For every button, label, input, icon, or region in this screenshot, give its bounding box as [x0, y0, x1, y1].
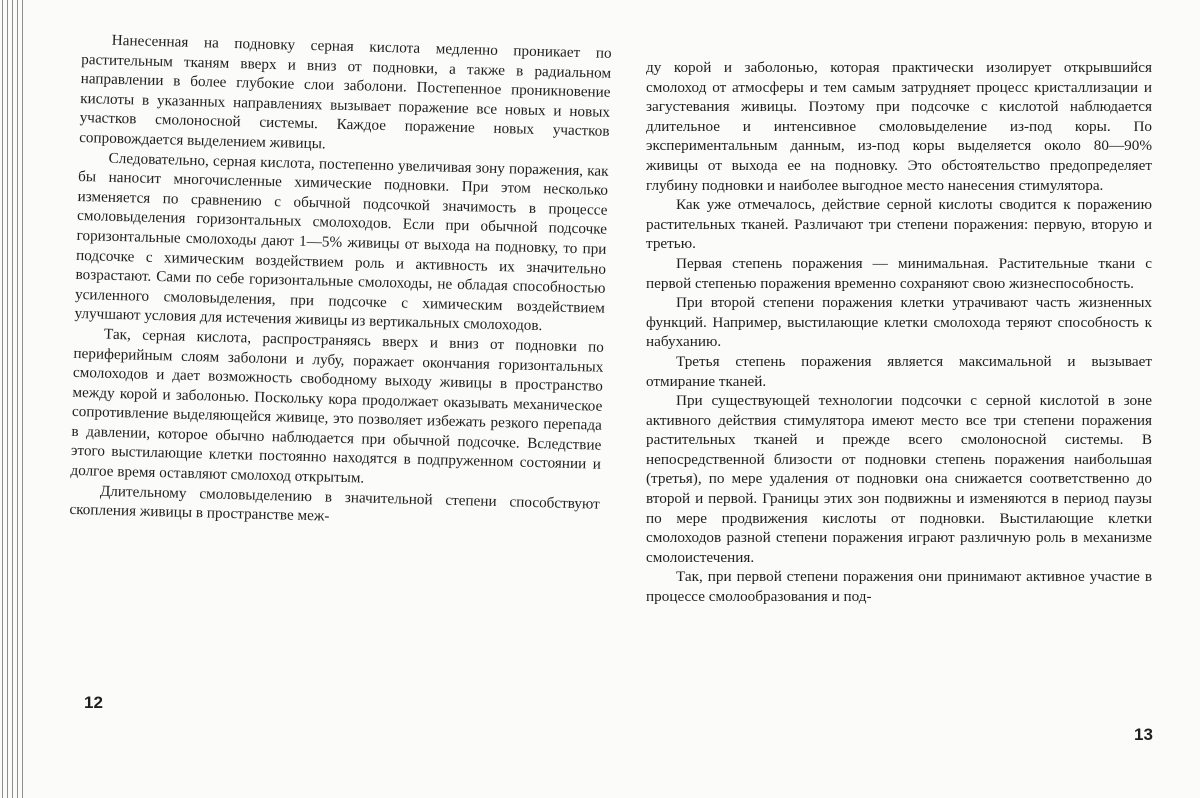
paragraph: Так, при первой степени поражения они принимают активное участие в процессе смолообразования и под- [646, 568, 1152, 606]
paragraph: Нанесенная на подновку серная кислота медленно проникает по растительным тканям вверх и вниз от подновки, а также в радиальном направлении в более глубокие слои заболони. Постепенное проникновение кислоты в указанных направлениях вызывает поражение все новых и новых участков смолоносной системы. Каждое поражение новых участков сопровождается выделением живицы. [78, 31, 612, 153]
book-spine-shadow [0, 0, 26, 798]
paragraph: Третья степень поражения является максимальной и вызывает отмирание тканей. [646, 352, 1152, 390]
paragraph: Длительному смоловыделению в значительной степени способствуют скопления живицы в пространстве меж- [69, 482, 600, 525]
paragraph: Следовательно, серная кислота, постепенно увеличивая зону поражения, как бы наносит многочисленные химические подновки. При этом несколько изменяется по сравнению с обычной подсочкой значимость в процессе смоловыделения горизонтальных смолоходов. Если при обычной подсочке горизонтальные смолоходы дают 1—5% живицы от выхода на подновку, то при подсочке с химическим воздействием роль и активность их значительно возрастают. Сами по себе горизонтальные смолоходы, не обладая способностью усиленного смоловыделения, при подсочке с химическим воздействием улучшают условия для истечения живицы из вертикальных смолоходов. [74, 149, 609, 335]
paragraph: Так, серная кислота, распространяясь вверх и вниз от подновки по периферийным слоям заболони и лубу, поражает окончания горизонтальных смолоходов и дает возможность свободному выходу живицы в пространство между корой и заболонью. Поскольку кора продолжает оказывать механическое сопротивление выделяющейся живице, это позволяет избежать резкого перепада в давлении, которое обычно наблюдается при обычной подсочке. Вследствие этого выстилающие клетки постоянно находятся в подпруженном состоянии и долгое время оставляют смолоход открытым. [70, 325, 605, 487]
paragraph: При существующей технологии подсочки с серной кислотой в зоне активного действия стимулятора имеют место все три степени поражения растительных тканей и прежде всего смолоносной системы. В непосредственной близости от подновки степень поражения наибольшая (третья), по мере удаления от подновки она снижается соответственно до второй и первой. Границы этих зон подвижны и изменяются в период паузы по мере продвижения кислоты от подновки. Выстилающие клетки смолоходов разной степени поражения играют различную роль в механизме смолоистечения. [646, 392, 1152, 566]
paragraph: При второй степени поражения клетки утрачивают часть жизненных функций. Например, выстилающие клетки смолохода теряют способность к набуханию. [646, 294, 1152, 351]
paragraph: Первая степень поражения — минимальная. Растительные ткани с первой степенью поражения временно сохраняют свою жизнеспособность. [646, 254, 1152, 292]
page-number-left: 12 [84, 693, 103, 712]
left-page [69, 30, 612, 534]
page-number-right: 13 [1134, 725, 1153, 744]
paragraph: Как уже отмечалось, действие серной кислоты сводится к поражению растительных тканей. Различают три степени поражения: первую, вторую и третью. [646, 196, 1152, 253]
paragraph: ду корой и заболонью, которая практически изолирует открывшийся смолоход от атмосферы и тем самым затрудняет процесс кристаллизации и загустевания живицы. Поэтому при подсочке с кислотой наблюдается длительное и интенсивное смоловыделение из-под коры. По экспериментальным данным, из-под коры выделяется около 80—90% живицы от выхода ее на подновку. Это обстоятельство предопределяет глубину подновки и наиболее выгодное место нанесения стимулятора. [646, 59, 1152, 194]
right-page [646, 58, 1152, 607]
